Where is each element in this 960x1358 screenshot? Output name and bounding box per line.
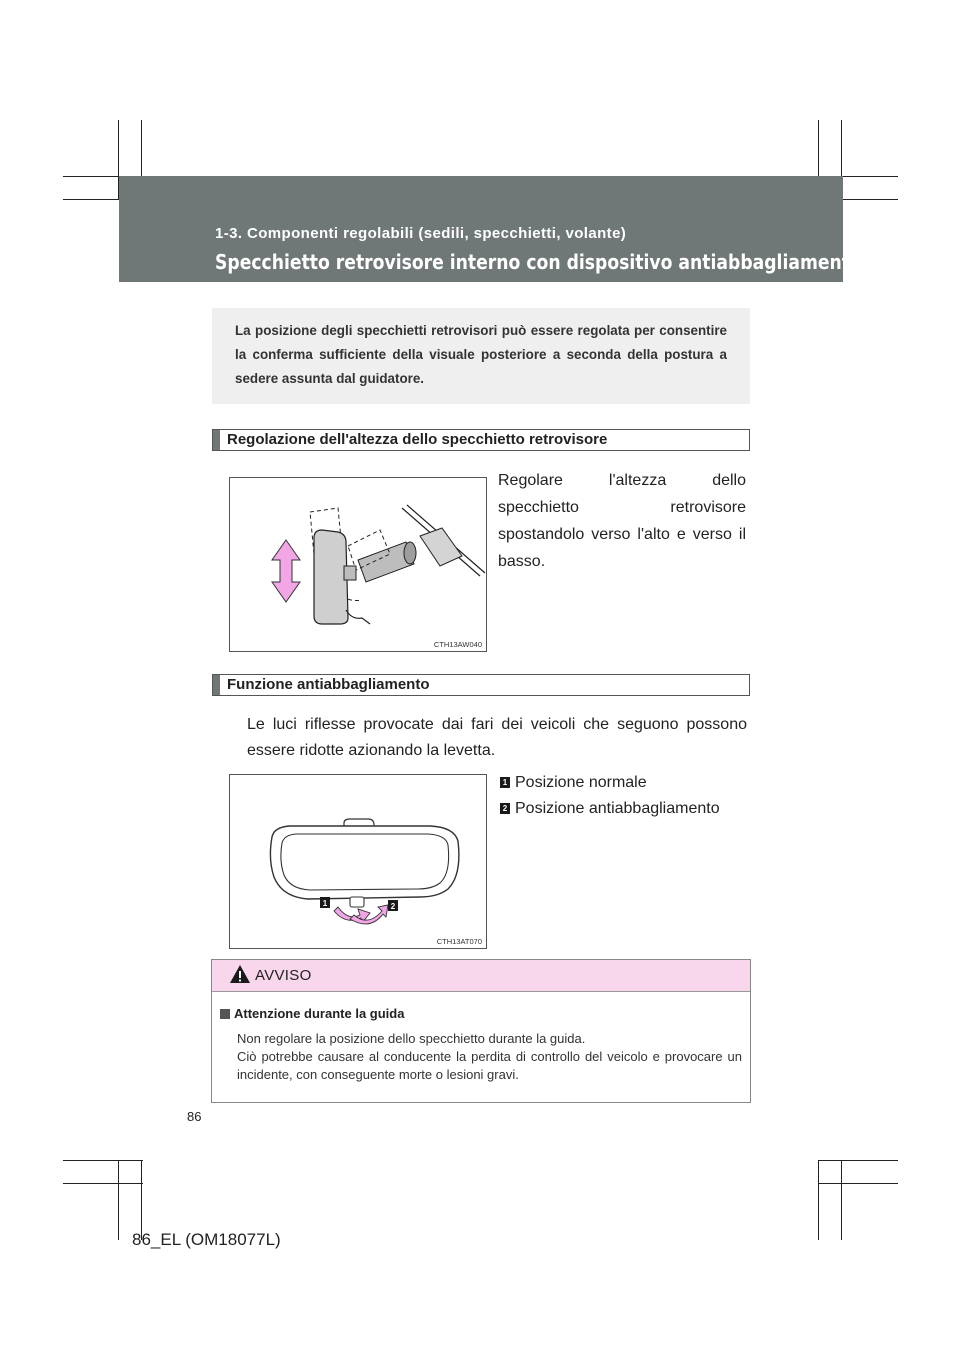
- crop-mark: [63, 1183, 143, 1184]
- warning-header: [212, 960, 750, 992]
- section-heading-height: [212, 429, 750, 451]
- intro-box: La posizione degli specchietti retrovisori può essere regolata per consentire la conferma sufficiente della visuale posteriore a seconda della postura a sedere assunta dal guidatore.: [212, 308, 750, 404]
- warning-label: AVVISO: [255, 967, 312, 984]
- figure-mirror-antiglare: [229, 774, 487, 949]
- warning-text-line1: Non regolare la posizione dello specchietto durante la guida.: [237, 1031, 586, 1046]
- page-title: Specchietto retrovisore interno con dispositivo antiabbagliamento: [215, 250, 862, 274]
- section-heading-label: Funzione antiabbagliamento: [227, 676, 430, 693]
- square-bullet-icon: [220, 1009, 230, 1019]
- chapter-title: 1-3. Componenti regolabili (sedili, specchietti, volante): [215, 225, 627, 242]
- crop-mark: [818, 1160, 819, 1240]
- page-header: [119, 176, 862, 282]
- footer-code: 86_EL (OM18077L): [132, 1230, 281, 1249]
- crop-mark: [818, 1160, 898, 1161]
- item-number-badge: 1: [500, 777, 510, 788]
- crop-mark: [118, 1160, 119, 1240]
- mirror-height-illustration: [230, 478, 486, 651]
- section-heading-label: Regolazione dell'altezza dello specchietto retrovisore: [227, 431, 608, 448]
- section-heading-antiglare: [212, 674, 750, 696]
- warning-text: [237, 1030, 742, 1084]
- crop-mark: [63, 1160, 143, 1161]
- antiglare-item-2: [500, 796, 720, 821]
- item-number-badge: 2: [500, 803, 510, 814]
- warning-subtitle-text: Attenzione durante la guida: [234, 1006, 405, 1021]
- warning-box: [211, 959, 751, 1103]
- antiglare-item-1: [500, 770, 647, 795]
- section1-text: Regolare l'altezza dello specchietto retrovisore spostandolo verso l'alto e verso il basso.: [498, 472, 746, 570]
- item-label: Posizione normale: [515, 774, 647, 791]
- figure-code: CTH13AT070: [436, 937, 482, 946]
- warning-triangle-icon: [229, 964, 251, 984]
- mirror-label-2: 2: [390, 902, 396, 911]
- mirror-antiglare-illustration: [230, 775, 486, 948]
- crop-mark: [141, 1160, 142, 1240]
- figure-code: CTH13AW040: [433, 640, 482, 649]
- warning-text-line2: Ciò potrebbe causare al conducente la perdita di controllo del veicolo e provocare un incidente, con conseguente morte o lesioni gravi.: [237, 1049, 742, 1082]
- crop-mark: [841, 1160, 842, 1240]
- section2-text: Le luci riflesse provocate dai fari dei veicoli che seguono possono essere ridotte azionando la levetta.: [247, 716, 747, 759]
- page-number: 86: [187, 1109, 202, 1124]
- figure-mirror-height: [229, 477, 487, 652]
- crop-mark: [818, 1183, 898, 1184]
- warning-subtitle: [220, 1006, 404, 1021]
- mirror-label-1: 1: [322, 899, 328, 908]
- item-label: Posizione antiabbagliamento: [515, 800, 720, 817]
